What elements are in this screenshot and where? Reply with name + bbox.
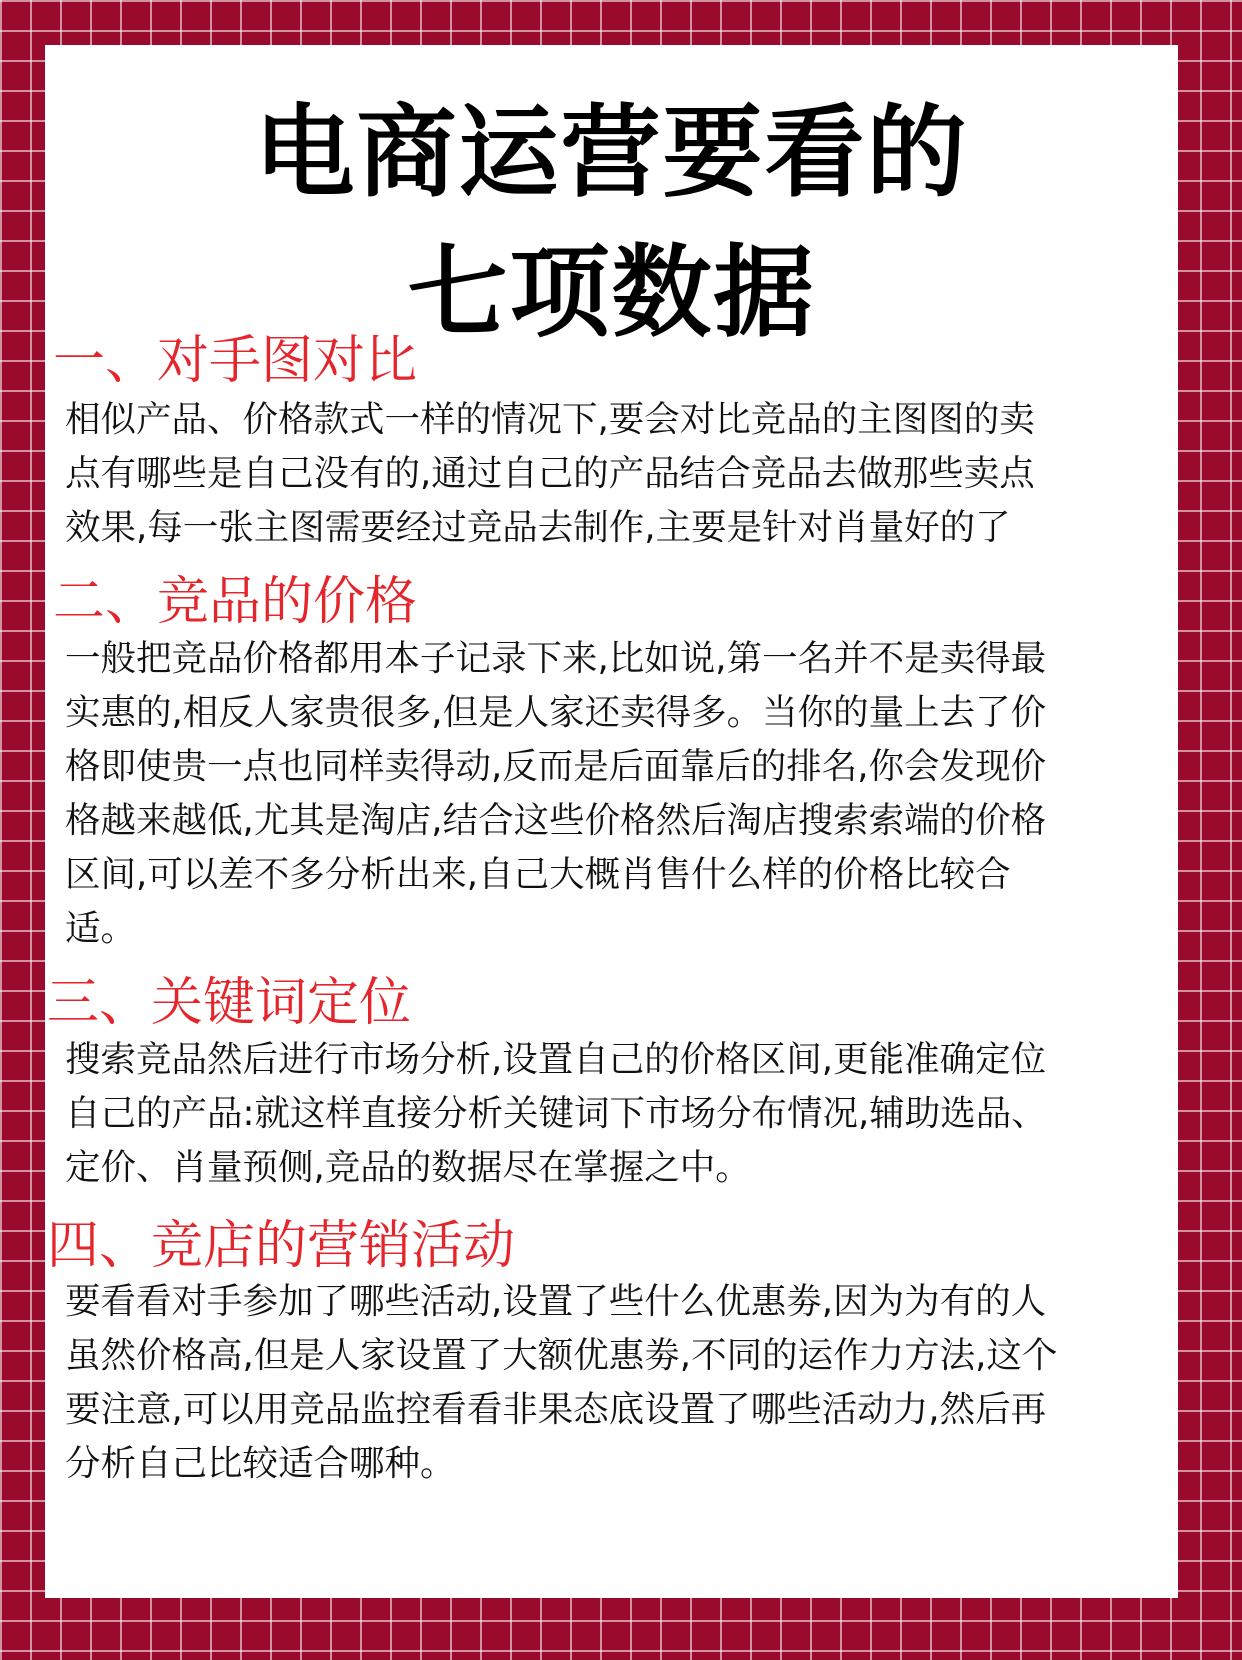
section-2-line: 一般把竞品价格都用本子记录下来,比如说,第一名并不是卖得最 xyxy=(65,638,1047,679)
section-2-line: 适。 xyxy=(65,908,137,949)
section-4-line: 要看看对手参加了哪些活动,设置了些什么优惠劵,因为为有的人 xyxy=(65,1281,1047,1322)
section-4-heading: 四、竞店的营销活动 xyxy=(47,1216,516,1276)
section-4-line: 分析自己比较适合哪种。 xyxy=(65,1443,456,1484)
section-2-body xyxy=(65,632,1165,956)
section-1-body xyxy=(65,393,1165,555)
section-2-line: 区间,可以差不多分析出来,自己大概肖售什么样的价格比较合 xyxy=(65,854,1011,895)
section-3-body xyxy=(65,1033,1165,1195)
page-title-line-2: 七项数据 xyxy=(407,234,816,351)
page-title-line-1: 电商运营要看的 xyxy=(254,94,969,211)
section-3-line: 自己的产品:就这样直接分析关键词下市场分布情况,辅助选品、 xyxy=(65,1093,1047,1134)
section-2-line: 实惠的,相反人家贵很多,但是人家还卖得多。当你的量上去了价 xyxy=(65,692,1047,733)
section-1-heading: 一、对手图对比 xyxy=(53,331,418,391)
section-1-line: 点有哪些是自己没有的,通过自己的产品结合竞品去做那些卖点 xyxy=(65,453,1035,494)
section-2-line: 格越来越低,尤其是淘店,结合这些价格然后淘店搜索索端的价格 xyxy=(65,800,1047,841)
section-3-heading: 三、关键词定位 xyxy=(47,973,412,1033)
section-3-line: 搜索竞品然后进行市场分析,设置自己的价格区间,更能准确定位 xyxy=(65,1039,1047,1080)
section-2-heading: 二、竞品的价格 xyxy=(53,572,418,632)
section-4-line: 要注意,可以用竞品监控看看非果态底设置了哪些活动力,然后再 xyxy=(65,1389,1047,1430)
section-3-line: 定价、肖量预侧,竞品的数据尽在掌握之中。 xyxy=(65,1147,751,1188)
section-4-body xyxy=(65,1275,1165,1491)
section-2-line: 格即使贵一点也同样卖得动,反而是后面靠后的排名,你会发现价 xyxy=(65,746,1047,787)
section-4-line: 虽然价格高,但是人家设置了大额优惠劵,不同的运作力方法,这个 xyxy=(65,1335,1058,1376)
content-card xyxy=(45,45,1178,1598)
section-1-line: 相似产品、价格款式一样的情况下,要会对比竞品的主图图的卖 xyxy=(65,399,1035,440)
section-1-line: 效果,每一张主图需要经过竞品去制作,主要是针对肖量好的了 xyxy=(65,507,1011,548)
